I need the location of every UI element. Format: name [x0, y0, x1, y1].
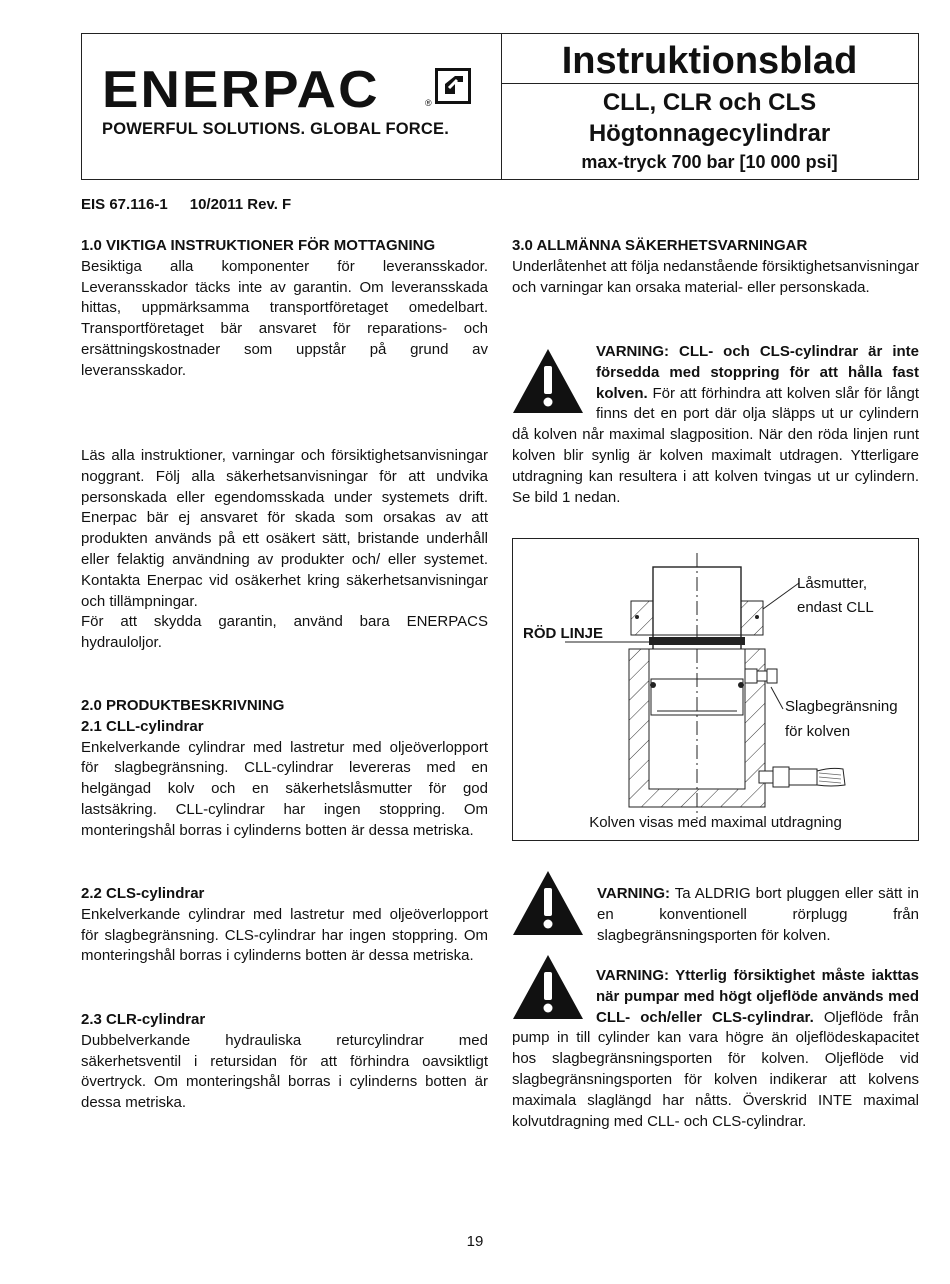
warning-3-icon-space — [512, 966, 596, 1028]
figure-caption: Kolven visas med maximal utdragning — [589, 814, 842, 831]
warning-2-text: Ta ALDRIG bort pluggen eller sätt in en konventionell rörplugg från slagbegränsningsporten för kolven. — [597, 885, 919, 944]
section-2-heading: 2.0 PRODUKTBESKRIVNING — [81, 697, 285, 714]
document-title: Instruktionsblad — [561, 40, 858, 82]
document-header — [81, 33, 919, 180]
section-2-1-heading: 2.1 CLL-cylindrar — [81, 717, 204, 735]
product-models: CLL, CLR och CLS — [602, 89, 817, 116]
section-3-heading: 3.0 ALLMÄNNA SÄKERHETSVARNINGAR — [512, 237, 808, 254]
warning-3-bold: VARNING: Ytterlig försiktighet måste iakttas när pumpar med högt oljeflöde används med CLL- och/eller CLS-cylindrar. — [596, 967, 919, 1026]
title-block — [501, 34, 918, 179]
section-2-2-text: Enkelverkande cylindrar med lastretur med oljeöverlopport för slagbegränsning. CLS-cylindrar har ingen stoppring. Om monteringshål borras i cylinderns botten är dessa metriska. — [81, 905, 488, 965]
warning-3-text: Oljeflöde från pump in till cylinder kan vara högre än oljeflödeskapacitet hos slagbegränsningsporten för kolven. Oljeflöde vid slagbegränsningsporten för kolven indikerar att kolvens maximala slaglängd har nåtts. Överskrid INTE maximal kolvutdragning med CLL- och CLS-cylindrar. — [512, 1008, 919, 1130]
section-3-text: Underlåtenhet att följa nedanstående försiktighetsanvisningar och varningar kan orsaka material- eller personskada. — [512, 257, 919, 296]
figure-label-stroke-line1: Slagbegränsning — [785, 698, 898, 715]
warning-1-icon-space — [512, 342, 596, 425]
section-1-paragraph-1: Besiktiga alla komponenter för leveransskador. Leveransskador täcks inte av garantin. Om leveransskada hittas, uppmärksamma transportföretaget omedelbart. Transportföretaget bär ansvaret för reparations- och ersättningskostnader som uppstår på grund av leveransskador. — [81, 257, 488, 379]
figure-label-red-line: RÖD LINJE — [523, 625, 604, 642]
section-2-2 — [81, 884, 488, 967]
warning-1-bold: VARNING: CLL- och CLS-cylindrar är inte försedda med stoppring för att hålla fast kolven. — [596, 343, 919, 402]
warning-1 — [512, 342, 919, 508]
title-divider — [501, 83, 918, 84]
figure-1 — [512, 538, 919, 841]
logo-block — [82, 34, 502, 179]
section-1-paragraph-2: Läs alla instruktioner, varningar och försiktighetsanvisningar noggrant. Följ alla säkerhetsanvisningar för att undvika personskada eller egendomsskada under systemets drift. Enerpac bär ej ansvaret för skada som orsakas av att produkten används på ett osäkert sätt, bristande underhåll eller felaktig användning av produkter och/ eller systemet. Kontakta Enerpac vid osäkerhet kring säkerhetsanvisningar och tillämpningar. — [81, 447, 488, 610]
section-2-1-text: Enkelverkande cylindrar med lastretur med oljeöverlopport för slagbegränsning. CLL-cylindrar levereras med en helgängad kolv och en säkerhetslåsmutter för god lastsäkring. CLL-cylindrar har ingen stoppring. Om monteringshål borras i cylinderns botten är dessa metriska. — [81, 738, 488, 839]
document-reference — [81, 196, 291, 213]
section-2-3-heading: 2.3 CLR-cylindrar — [81, 1011, 206, 1028]
figure-label-stroke-line2: för kolven — [785, 723, 851, 740]
document-code: EIS 67.116-1 — [81, 196, 168, 213]
enerpac-logo-icon — [435, 68, 471, 104]
section-1 — [81, 236, 488, 382]
document-revision: 10/2011 Rev. F — [189, 196, 292, 213]
page-number: 19 — [466, 1233, 484, 1250]
warning-2 — [597, 884, 919, 946]
max-pressure: max-tryck 700 bar [10 000 psi] — [581, 152, 838, 172]
tagline: POWERFUL SOLUTIONS. GLOBAL FORCE. — [102, 120, 449, 138]
section-1-continued — [81, 446, 488, 654]
section-2-3 — [81, 1010, 488, 1114]
warning-2-bold: VARNING: — [597, 885, 671, 902]
figure-label-locknut — [797, 572, 874, 620]
warning-1-text: För att förhindra att kolven slår för långt finns det en port där olja släpps ut ur cylindern då kolven når maximal slagposition. När den röda linjen runt kolven blir synlig är kolven maximalt utdragen. Ytterligare utdragning kan resultera i att kolven tvingas ut ur cylindern. Se bild 1 nedan. — [512, 384, 919, 506]
figure-label-stroke-limit — [785, 694, 898, 744]
figure-label-locknut-line2: endast CLL — [797, 599, 874, 616]
section-3 — [512, 236, 919, 298]
section-2-3-text: Dubbelverkande hydrauliska returcylindrar med säkerhetsventil i retursidan för att förhindra oavsiktligt övertryck. Om monteringshål borras i cylinderns botten är dessa metriska. — [81, 1031, 488, 1112]
figure-label-locknut-line1: Låsmutter, — [797, 575, 868, 592]
registered-mark: ® — [425, 98, 432, 108]
warning-triangle-icon — [512, 870, 584, 936]
warning-3 — [512, 966, 919, 1132]
enerpac-logo: ENERPAC — [102, 61, 380, 119]
section-1-heading: 1.0 VIKTIGA INSTRUKTIONER FÖR MOTTAGNING — [81, 237, 436, 254]
section-2-2-heading: 2.2 CLS-cylindrar — [81, 885, 205, 902]
section-2 — [81, 696, 488, 842]
section-1-paragraph-3: För att skydda garantin, använd bara ENERPACS hydrauloljor. — [81, 613, 488, 652]
product-type: Högtonnagecylindrar — [588, 120, 831, 147]
